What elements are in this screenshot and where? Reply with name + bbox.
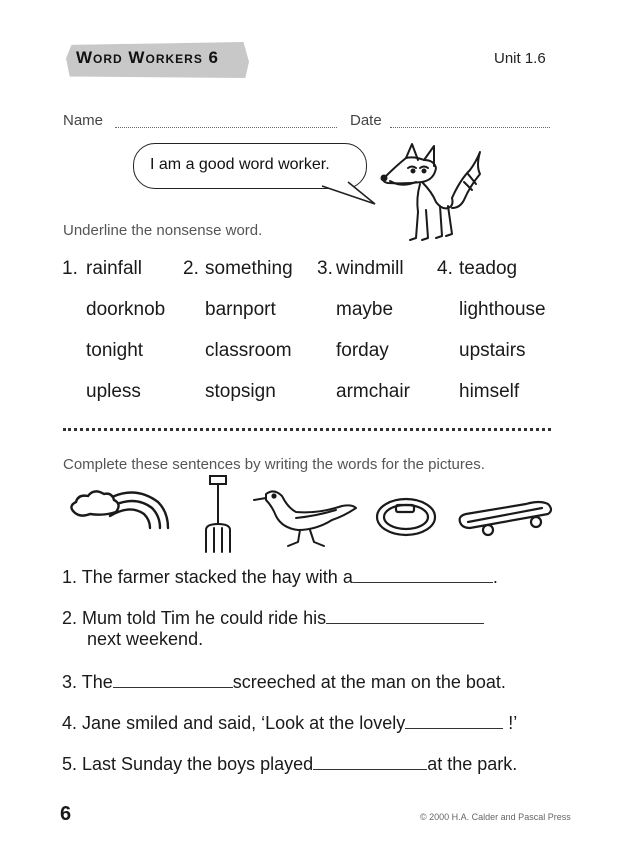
answer-blank[interactable] bbox=[113, 671, 233, 688]
name-label: Name bbox=[63, 112, 104, 129]
pitchfork-icon bbox=[198, 474, 238, 554]
word-item[interactable]: rainfall bbox=[86, 258, 142, 279]
sentence-2 bbox=[62, 607, 484, 629]
sentence-text: The farmer stacked the hay with a bbox=[81, 567, 353, 587]
sentence-number: 1. bbox=[62, 567, 78, 587]
item-number: 2. bbox=[183, 258, 199, 279]
page-number: 6 bbox=[60, 803, 72, 825]
football-icon bbox=[374, 496, 438, 538]
instruction-underline: Underline the nonsense word. bbox=[63, 222, 263, 239]
sentence-1 bbox=[62, 566, 498, 588]
seagull-icon bbox=[252, 486, 358, 552]
word-item[interactable]: something bbox=[205, 258, 293, 279]
sentence-4 bbox=[62, 712, 517, 734]
sentence-text-end: !’ bbox=[508, 713, 518, 733]
word-item[interactable]: forday bbox=[336, 340, 389, 361]
answer-blank[interactable] bbox=[326, 607, 484, 624]
speech-bubble-tail bbox=[320, 180, 380, 210]
unit-label: Unit 1.6 bbox=[494, 50, 546, 67]
sentence-text-end: at the park. bbox=[427, 754, 518, 774]
dotted-separator bbox=[63, 428, 551, 431]
item-number: 4. bbox=[437, 258, 453, 279]
item-number: 1. bbox=[62, 258, 78, 279]
answer-blank[interactable] bbox=[353, 566, 493, 583]
sentence-3 bbox=[62, 671, 506, 693]
sentence-text: The bbox=[81, 672, 113, 692]
item-number: 3. bbox=[317, 258, 333, 279]
sentence-text-end: . bbox=[492, 567, 498, 587]
name-field[interactable] bbox=[115, 127, 337, 128]
sentence-5 bbox=[62, 753, 517, 775]
sentence-text-end: screeched at the man on the boat. bbox=[232, 672, 506, 692]
sentence-number: 2. bbox=[62, 608, 78, 628]
sentence-number: 5. bbox=[62, 754, 78, 774]
word-item[interactable]: barnport bbox=[205, 299, 276, 320]
word-item[interactable]: armchair bbox=[336, 381, 410, 402]
skateboard-icon bbox=[456, 492, 556, 540]
instruction-complete: Complete these sentences by writing the words for the pictures. bbox=[63, 456, 485, 473]
word-item[interactable]: lighthouse bbox=[459, 299, 546, 320]
date-field[interactable] bbox=[390, 127, 550, 128]
sentence-text: Last Sunday the boys played bbox=[82, 754, 314, 774]
fox-icon bbox=[376, 140, 486, 248]
word-item[interactable]: teadog bbox=[459, 258, 518, 279]
sentence-number: 4. bbox=[62, 713, 78, 733]
word-item[interactable]: stopsign bbox=[205, 381, 276, 402]
answer-blank[interactable] bbox=[405, 712, 503, 729]
word-item[interactable]: himself bbox=[459, 381, 520, 402]
date-label: Date bbox=[350, 112, 382, 129]
sentence-number: 3. bbox=[62, 672, 78, 692]
word-item[interactable]: windmill bbox=[336, 258, 404, 279]
word-item[interactable]: upstairs bbox=[459, 340, 526, 361]
copyright-text: © 2000 H.A. Calder and Pascal Press bbox=[420, 812, 571, 822]
sentence-text: Mum told Tim he could ride his bbox=[82, 608, 327, 628]
sentence-text: Jane smiled and said, ‘Look at the lovely bbox=[82, 713, 406, 733]
word-item[interactable]: tonight bbox=[86, 340, 144, 361]
page-title: Word Workers 6 bbox=[76, 48, 219, 67]
rainbow-icon bbox=[64, 482, 174, 542]
word-item[interactable]: upless bbox=[86, 381, 141, 402]
sentence-2-line2: next weekend. bbox=[87, 629, 204, 649]
word-item[interactable]: maybe bbox=[336, 299, 394, 320]
word-item[interactable]: doorknob bbox=[86, 299, 166, 320]
answer-blank[interactable] bbox=[313, 753, 427, 770]
word-item[interactable]: classroom bbox=[205, 340, 292, 361]
speech-bubble-text: I am a good word worker. bbox=[150, 156, 330, 173]
word-list bbox=[62, 258, 582, 418]
